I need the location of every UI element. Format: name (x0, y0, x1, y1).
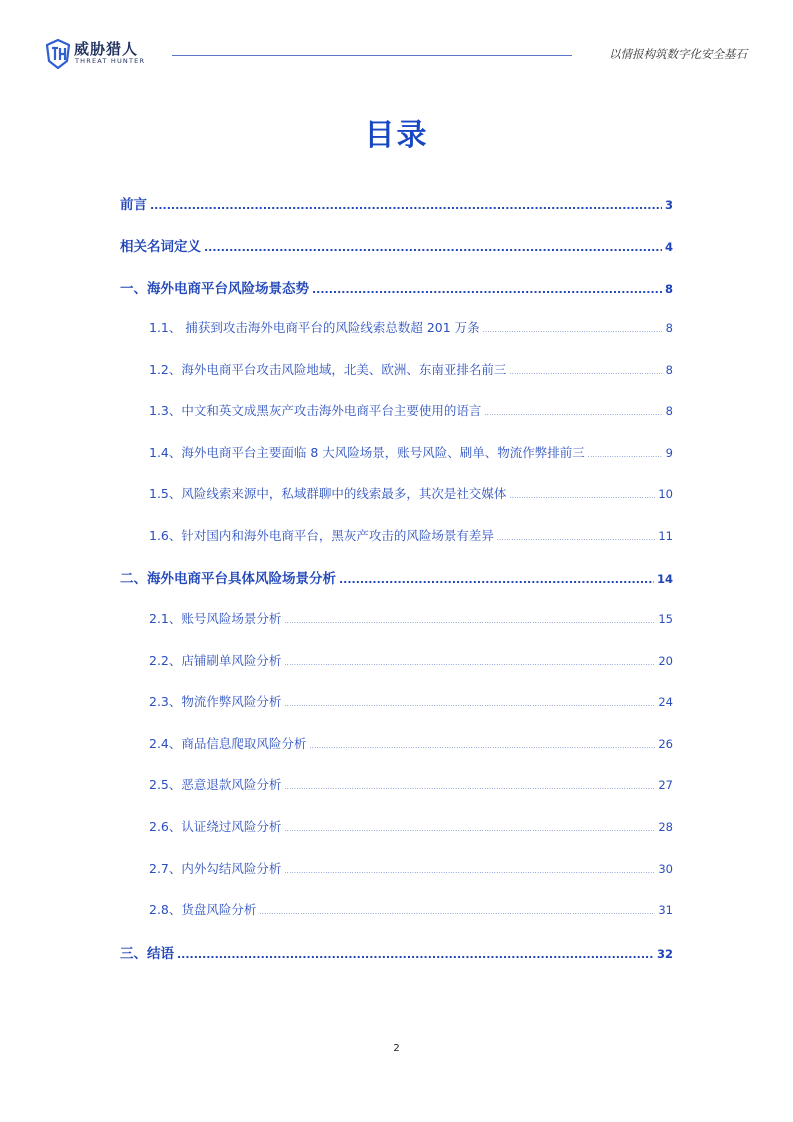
toc-dot-leader (483, 327, 663, 334)
page-number: 2 (393, 1043, 400, 1054)
toc-page-number: 20 (658, 654, 673, 668)
toc-dot-leader (177, 948, 654, 961)
toc-entry-chapter-2[interactable] (120, 567, 673, 587)
toc-dot-leader (284, 618, 655, 625)
toc-entry-2-5[interactable] (149, 775, 673, 793)
toc-dot-leader (509, 369, 662, 376)
toc-page-number: 14 (656, 572, 673, 586)
toc-dot-leader (284, 784, 655, 791)
toc-dot-leader (284, 660, 655, 667)
toc-entry-chapter-3[interactable] (120, 942, 673, 962)
toc-page-number: 24 (658, 695, 673, 709)
toc-entry-definitions[interactable] (120, 235, 673, 255)
toc-entry-title: 2.1、账号风险场景分析 (149, 611, 282, 626)
toc-entry-2-7[interactable] (149, 859, 673, 877)
toc-entry-title: 1.6、针对国内和海外电商平台，黑灰产攻击的风险场景有差异 (149, 528, 494, 543)
toc-entry-chapter-1[interactable] (120, 277, 673, 297)
toc-entry-title: 2.6、认证绕过风险分析 (149, 819, 282, 834)
toc-entry-2-4[interactable] (149, 734, 673, 752)
toc-page-number: 9 (665, 446, 673, 460)
toc-entry-2-8[interactable] (149, 900, 673, 918)
toc-page-number: 4 (664, 240, 673, 254)
toc-entry-1-3[interactable] (149, 401, 673, 419)
toc-dot-leader (204, 241, 662, 254)
toc-page-number: 8 (664, 282, 673, 296)
toc-entry-2-3[interactable] (149, 692, 673, 710)
toc-entry-2-1[interactable] (149, 609, 673, 627)
toc-dot-leader (150, 199, 662, 212)
toc-entry-title: 2.4、商品信息爬取风险分析 (149, 736, 307, 751)
toc-dot-leader (284, 826, 655, 833)
toc-entry-title: 2.8、货盘风险分析 (149, 902, 257, 917)
toc-dot-leader (309, 743, 655, 750)
logo-chinese-name: 威胁猎人 (74, 40, 139, 58)
toc-dot-leader (312, 283, 662, 296)
toc-page-number: 15 (658, 612, 673, 626)
toc-entry-title: 1.4、海外电商平台主要面临 8 大风险场景，账号风险、刷单、物流作弊排前三 (149, 445, 585, 460)
toc-entry-title: 2.3、物流作弊风险分析 (149, 694, 282, 709)
toc-dot-leader (497, 535, 655, 542)
toc-page-number: 26 (658, 737, 673, 751)
page-title: 目录 (364, 118, 429, 153)
toc-page-number: 3 (664, 198, 673, 212)
toc-page-number: 32 (656, 947, 673, 961)
toc-entry-1-4[interactable] (149, 443, 673, 461)
toc-page-number: 30 (658, 862, 673, 876)
toc-dot-leader (509, 493, 655, 500)
threat-hunter-logo-icon (45, 39, 71, 69)
logo-english-name: THREAT HUNTER (75, 57, 146, 65)
toc-entry-title: 2.7、内外勾结风险分析 (149, 861, 282, 876)
toc-entry-1-1[interactable] (149, 318, 673, 336)
toc-entry-title: 1.1、 捕获到攻击海外电商平台的风险线索总数超 201 万条 (149, 320, 480, 335)
toc-entry-2-6[interactable] (149, 817, 673, 835)
page-header (0, 0, 793, 80)
toc-entry-title: 1.3、中文和英文成黑灰产攻击海外电商平台主要使用的语言 (149, 403, 482, 418)
toc-entry-title: 一、海外电商平台风险场景态势 (120, 281, 309, 297)
toc-page-number: 27 (658, 778, 673, 792)
toc-entry-2-2[interactable] (149, 651, 673, 669)
toc-dot-leader (588, 452, 663, 459)
toc-page-number: 10 (658, 487, 673, 501)
toc-entry-title: 前言 (120, 197, 147, 213)
header-divider (172, 55, 572, 56)
toc-entry-preface[interactable] (120, 193, 673, 213)
toc-page-number: 11 (658, 529, 673, 543)
toc-dot-leader (339, 573, 654, 586)
toc-entry-title: 1.5、风险线索来源中，私域群聊中的线索最多，其次是社交媒体 (149, 486, 507, 501)
toc-page-number: 28 (658, 820, 673, 834)
toc-dot-leader (484, 410, 662, 417)
toc-entry-1-5[interactable] (149, 484, 673, 502)
toc-entry-title: 二、海外电商平台具体风险场景分析 (120, 571, 336, 587)
toc-page-number: 8 (665, 363, 673, 377)
toc-page-number: 8 (665, 404, 673, 418)
toc-entry-title: 相关名词定义 (120, 239, 201, 255)
toc-entry-title: 1.2、海外电商平台攻击风险地域，北美、欧洲、东南亚排名前三 (149, 362, 507, 377)
toc-entry-title: 三、结语 (120, 946, 174, 962)
toc-entry-1-2[interactable] (149, 360, 673, 378)
toc-dot-leader (284, 701, 655, 708)
toc-entry-title: 2.2、店铺刷单风险分析 (149, 653, 282, 668)
toc-page-number: 8 (665, 321, 673, 335)
header-slogan: 以情报构筑数字化安全基石 (609, 47, 747, 61)
toc-entry-1-6[interactable] (149, 526, 673, 544)
toc-entry-title: 2.5、恶意退款风险分析 (149, 777, 282, 792)
toc-dot-leader (284, 868, 655, 875)
toc-page-number: 31 (658, 903, 673, 917)
toc-dot-leader (259, 909, 655, 916)
company-logo (45, 37, 165, 73)
